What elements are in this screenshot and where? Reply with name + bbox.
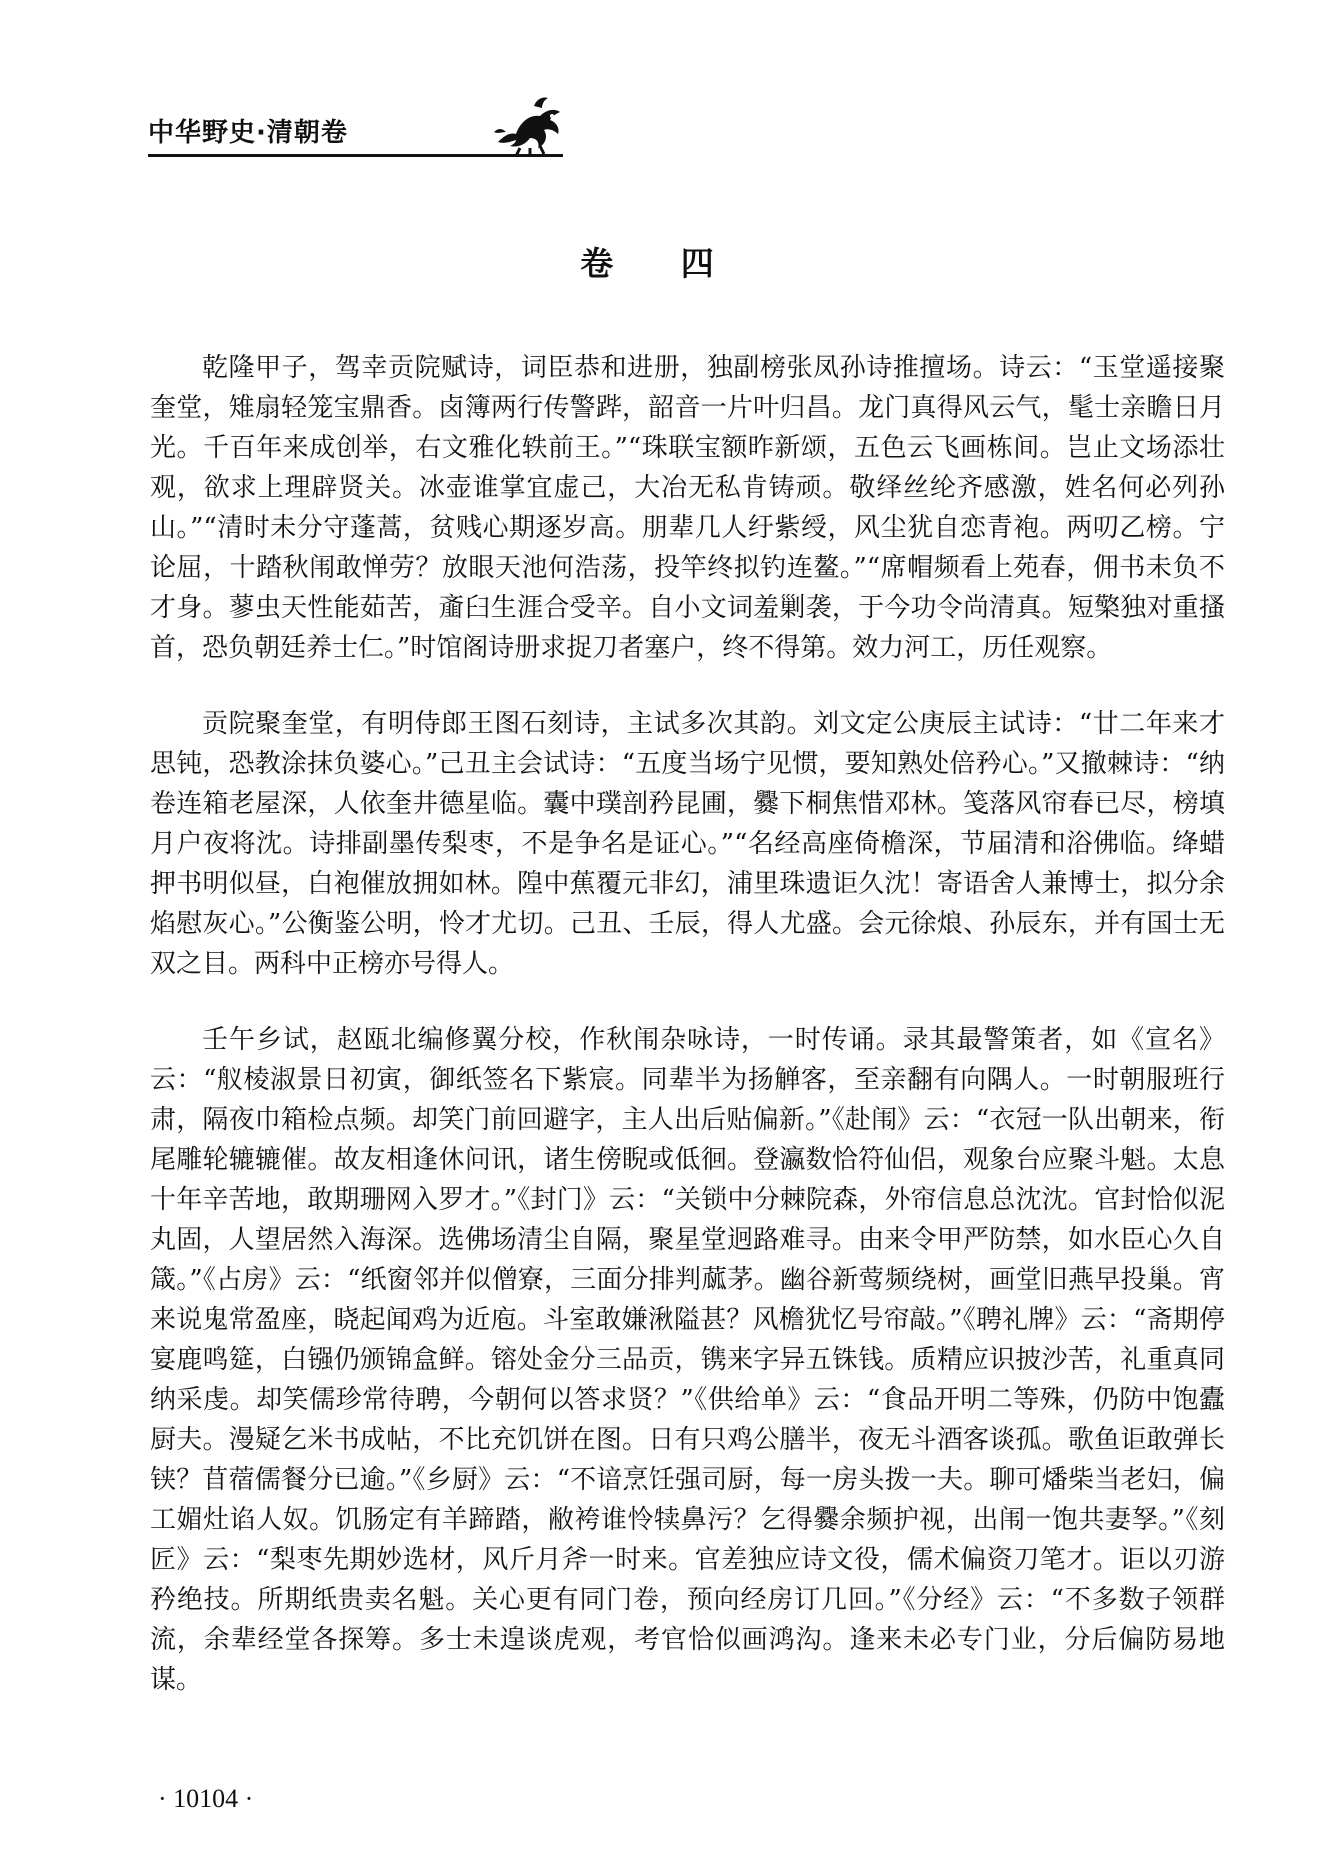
paragraph-1: 乾隆甲子，驾幸贡院赋诗，词臣恭和进册，独副榜张凤孙诗推擅场。诗云：“玉堂遥接聚奎堂，雉扇轻笼宝鼎香。卤簿两行传警跸，韶音一片叶归昌。龙门真得风云气，髦士亲瞻日月光。千百年来成创举，右文雅化轶前王。”“珠联宝额昨新颂，五色云飞画栋间。岂止文场添壮观，欲求上理辟贤关。冰壶谁掌宜虚己，大冶无私肯铸顽。敬绎丝纶齐感激，姓名何必列孙山。”“清时未分守蓬蒿，贫贱心期逐岁高。朋辈几人纡紫绶，风尘犹自恋青袍。两叨乙榜。宁论屈，十踏秋闱敢惮劳？放眼天池何浩荡，投竿终拟钓连鳌。”“席帽频看上苑春，佣书未负不才身。蓼虫天性能茹苦，齑臼生涯合受辛。自小文词羞剿袭，于今功令尚清真。短檠独对重搔首，恐负朝廷养士仁。”时馆阁诗册求捉刀者塞户，终不得第。效力河工，历任观察。 [150, 353, 1225, 663]
paragraph-2: 贡院聚奎堂，有明侍郎王图石刻诗，主试多次其韵。刘文定公庚辰主试诗：“廿二年来才思钝，恐教涂抹负婆心。”己丑主会试诗：“五度当场宁见惯，要知熟处倍矜心。”又撤棘诗：“纳卷连箱老屋深，人依奎井德星临。囊中璞剖矜昆圃，爨下桐焦惜邓林。笺落风帘春已尽，榜填月户夜将沈。诗排副墨传梨枣，不是争名是证心。”“名经高座倚檐深，节届清和浴佛临。绛蜡押书明似昼，白袍催放拥如林。隍中蕉覆元非幻，浦里珠遗讵久沈！寄语舍人兼博士，拟分余焰慰灰心。”公衡鉴公明，怜才尤切。己丑、壬辰，得人尤盛。会元徐烺、孙辰东，并有国士无双之目。两科中正榜亦号得人。 [150, 709, 1225, 979]
paragraph-3: 壬午乡试，赵瓯北编修翼分校，作秋闱杂咏诗，一时传诵。录其最警策者，如《宣名》云：“舣棱淑景日初寅，御纸签名下紫宸。同辈半为扬觯客，至亲翻有向隅人。一时朝服班行肃，隔夜巾箱检点频。却笑门前回避字，主人出后贴偏新。”《赴闱》云：“衣冠一队出朝来，衔尾雕轮辘辘催。故友相逢休问讯，诸生傍睨或低徊。登瀛数恰符仙侣，观象台应聚斗魁。太息十年辛苦地，敢期珊网入罗才。”《封门》云：“关锁中分棘院森，外帘信息总沈沈。官封恰似泥丸固，人望居然入海深。选佛场清尘自隔，聚星堂迥路难寻。由来令甲严防禁，如水臣心久自箴。”《占房》云：“纸窗邻并似僧寮，三面分排判蓏茅。幽谷新莺频绕树，画堂旧燕早投巢。宵来说鬼常盈座，晓起闻鸡为近庖。斗室敢嫌湫隘甚？风檐犹忆号帘敲。”《聘礼牌》云：“斋期停宴鹿鸣筵，白镪仍颁锦盒鲜。镕处金分三品贡，镌来字异五铢钱。质精应识披沙苦，礼重真同纳采虔。却笑儒珍常待聘，今朝何以答求贤？”《供给单》云：“食品开明二等殊，仍防中饱蠹厨夫。漫疑乞米书成帖，不比充饥饼在图。日有只鸡公膳半，夜无斗酒客谈孤。歌鱼讵敢弹长铗？苜蓿儒餐分已逾。”《乡厨》云：“不谙烹饪强司厨，每一房头拨一夫。聊可燔柴当老妇，偏工媚灶谄人奴。饥肠定有羊蹄踏，敝袴谁怜犊鼻污？乞得爨余频护视，出闱一饱共妻孥。”《刻匠》云：“梨枣先期妙选材，风斤月斧一时来。官差独应诗文役，儒术偏资刀笔才。讵以刃游矜绝技。所期纸贵卖名魁。关心更有同门卷，预向经房订几回。”《分经》云：“不多数子领群流，余辈经堂各探筹。多士未遑谈虎观，考官恰似画鸿沟。逢来未必专门业，分后偏防易地谋。 [150, 1025, 1225, 1695]
article-body [150, 348, 1225, 1700]
book-title: 中华野史·清朝卷 [148, 118, 348, 148]
chapter-title: 卷 四 [580, 244, 742, 283]
dragon-emblem-icon [490, 92, 568, 158]
page-number: · 10104 · [158, 1784, 254, 1813]
